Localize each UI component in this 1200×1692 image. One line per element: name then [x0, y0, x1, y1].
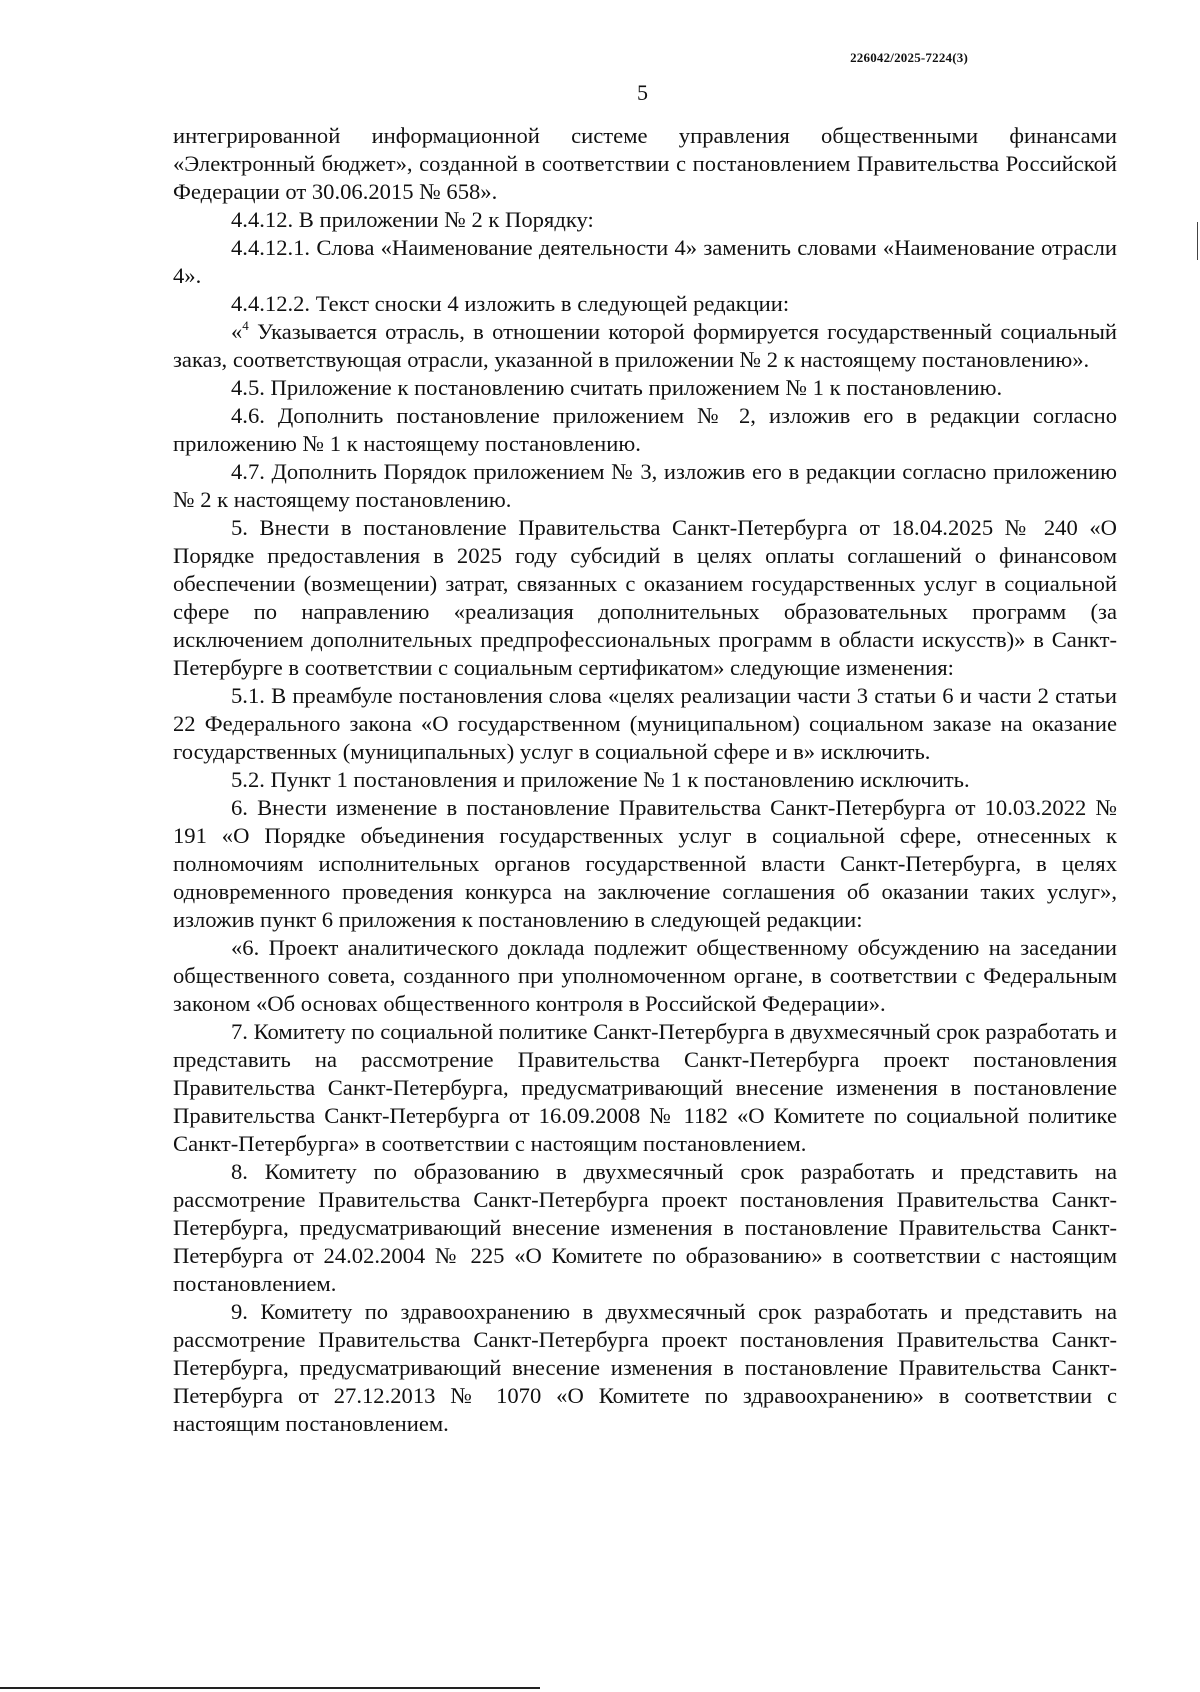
paragraph-4-4-12-1: 4.4.12.1. Слова «Наименование деятельности 4» заменить словами «Наименование отрасли 4». [173, 235, 1117, 288]
paragraph-8: 8. Комитету по образованию в двухмесячный срок разработать и представить на рассмотрение Правительства Санкт-Петербурга проект постановления Правительства Санкт-Петербурга, предусматривающий внесение изменения в постановление Правительства Санкт-Петербурга от 24.02.2004 № 225 «О Комитете по образованию» в соответствии с настоящим постановлением. [173, 1159, 1117, 1296]
paragraph-5-2: 5.2. Пункт 1 постановления и приложение № 1 к постановлению исключить. [231, 767, 970, 792]
paragraph-4-4-12-2: 4.4.12.2. Текст сноски 4 изложить в следующей редакции: [231, 291, 790, 316]
paragraph-4-6: 4.6. Дополнить постановление приложением № 2, изложив его в редакции согласно приложению № 1 к настоящему постановлению. [173, 403, 1117, 456]
paragraph-6-new-wording: «6. Проект аналитического доклада подлежит общественному обсуждению на заседании общественного совета, созданного при уполномоченном органе, в соответствии с Федеральным законом «Об основах общественного контроля в Российской Федерации». [173, 935, 1117, 1016]
document-id: 226042/2025-7224(3) [850, 50, 968, 65]
quote-open: « [231, 319, 243, 344]
paragraph-4-4-12: 4.4.12. В приложении № 2 к Порядку: [231, 207, 594, 232]
paragraph-6: 6. Внести изменение в постановление Правительства Санкт-Петербурга от 10.03.2022 № 191 «О Порядке объединения государственных услуг в социальной сфере, отнесенных к полномочиям исполнительных органов государственной власти Санкт-Петербурга, в целях одновременного проведения конкурса на заключение соглашения об оказании таких услуг», изложив пункт 6 приложения к постановлению в следующей редакции: [173, 795, 1117, 932]
document-body [173, 122, 1117, 1438]
bottom-rule [0, 1687, 540, 1689]
scan-edge-mark [1197, 222, 1198, 260]
page-number: 5 [637, 80, 648, 105]
footnote-marker: 4 [242, 318, 249, 333]
paragraph-5-1: 5.1. В преамбуле постановления слова «целях реализации части 3 статьи 6 и части 2 статьи 22 Федерального закона «О государственном (муниципальном) социальном заказе на оказание государственных (муниципальных) услуг в социальной сфере и в» исключить. [173, 683, 1117, 764]
paragraph-4-5: 4.5. Приложение к постановлению считать приложением № 1 к постановлению. [231, 375, 1003, 400]
paragraph-7: 7. Комитету по социальной политике Санкт-Петербурга в двухмесячный срок разработать и представить на рассмотрение Правительства Санкт-Петербурга проект постановления Правительства Санкт-Петербурга, предусматривающий внесение изменения в постановление Правительства Санкт-Петербурга от 16.09.2008 № 1182 «О Комитете по социальной политике Санкт-Петербурга» в соответствии с настоящим постановлением. [173, 1019, 1117, 1156]
footnote-text: Указывается отрасль, в отношении которой формируется государственный социальный заказ, соответствующая отрасли, указанной в приложении № 2 к настоящему постановлению». [173, 319, 1117, 372]
paragraph-9: 9. Комитету по здравоохранению в двухмесячный срок разработать и представить на рассмотрение Правительства Санкт-Петербурга проект постановления Правительства Санкт-Петербурга, предусматривающий внесение изменения в постановление Правительства Санкт-Петербурга от 27.12.2013 № 1070 «О Комитете по здравоохранению» в соответствии с настоящим постановлением. [173, 1299, 1117, 1436]
paragraph-5: 5. Внести в постановление Правительства Санкт-Петербурга от 18.04.2025 № 240 «О Порядке предоставления в 2025 году субсидий в целях оплаты соглашений о финансовом обеспечении (возмещении) затрат, связанных с оказанием государственных услуг в социальной сфере по направлению «реализация дополнительных образовательных программ (за исключением дополнительных предпрофессиональных программ в области искусств)» в Санкт-Петербурге в соответствии с социальным сертификатом» следующие изменения: [173, 515, 1117, 680]
paragraph-footnote-4-text [173, 318, 1117, 374]
paragraph-4-7: 4.7. Дополнить Порядок приложением № 3, изложив его в редакции согласно приложению № 2 к настоящему постановлению. [173, 459, 1117, 512]
paragraph-continuation: интегрированной информационной системе управления общественными финансами «Электронный бюджет», созданной в соответствии с постановлением Правительства Российской Федерации от 30.06.2015 № 658». [173, 123, 1117, 204]
